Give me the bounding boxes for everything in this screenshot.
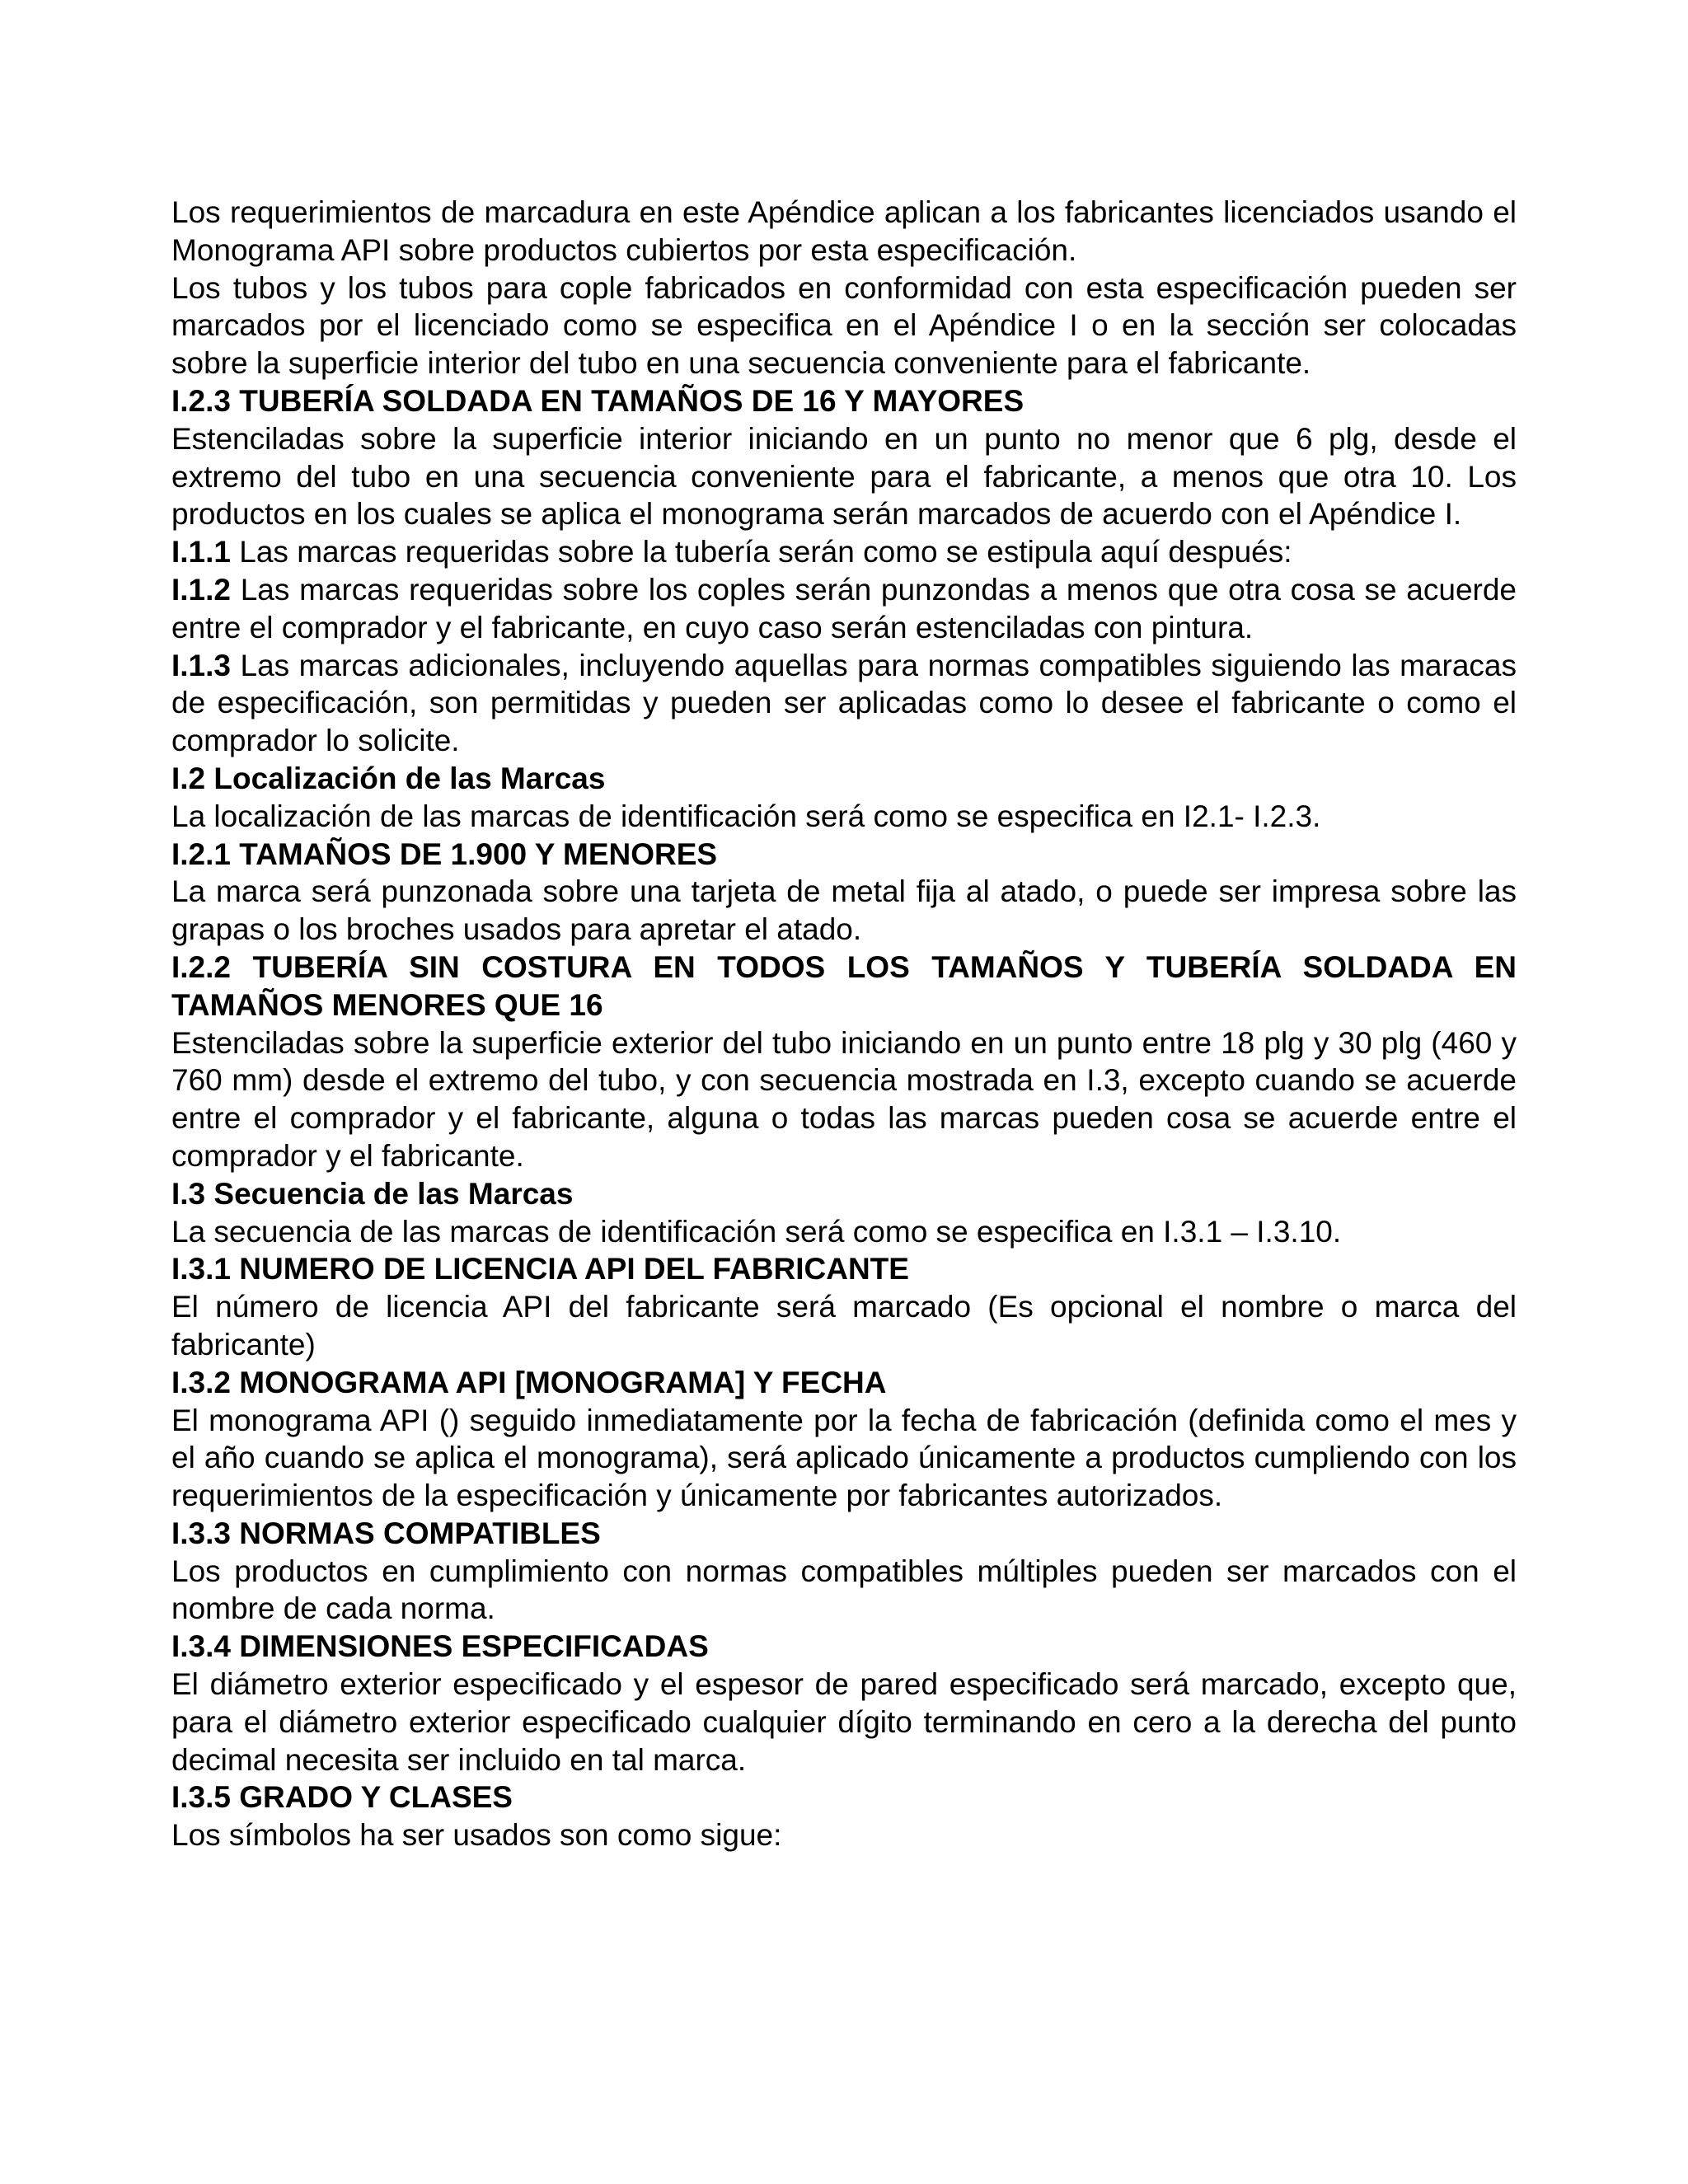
heading-i-3: I.3 Secuencia de las Marcas (171, 1176, 574, 1211)
heading-i-2: I.2 Localización de las Marcas (171, 761, 606, 795)
intro-paragraph: Los requerimientos de marcadura en este Apéndice aplican a los fabricantes licenciados usando el Monograma API sobre productos cubiertos por esta especificación. (171, 195, 1517, 267)
heading-i-2-3: I.2.3 TUBERÍA SOLDADA EN TAMAÑOS DE 16 Y MAYORES (171, 383, 1025, 418)
paragraph-i-2-2: Estenciladas sobre la superficie exterior del tubo iniciando en un punto entre 18 plg y 30 plg (460 y 760 mm) desde el extremo del tubo, y con secuencia mostrada en I.3, excepto cuando se acuerde entre el comprador y el fabricante, alguna o todas las marcas pueden cosa se acuerde entre el comprador y el fabricante. (171, 1025, 1517, 1173)
paragraph-i-3: La secuencia de las marcas de identificación será como se especifica en I.3.1 – I.3.10. (171, 1214, 1342, 1249)
clause-number: I.1.3 (171, 648, 231, 682)
clause-text: Las marcas adicionales, incluyendo aquellas para normas compatibles siguiendo las maracas de especificación, son permitidas y pueden ser aplicadas como lo desee el fabricante o como el comprador lo solicite. (171, 648, 1517, 758)
heading-i-3-4: I.3.4 DIMENSIONES ESPECIFICADAS (171, 1629, 709, 1664)
heading-i-3-1: I.3.1 NUMERO DE LICENCIA API DEL FABRICANTE (171, 1252, 909, 1286)
document-page (171, 194, 1517, 1854)
paragraph-i-3-4: El diámetro exterior especificado y el espesor de pared especificado será marcado, excepto que, para el diámetro exterior especificado cualquier dígito terminando en cero a la derecha del punto decimal necesita ser incluido en tal marca. (171, 1667, 1517, 1777)
heading-i-3-3: I.3.3 NORMAS COMPATIBLES (171, 1516, 601, 1550)
tubes-paragraph: Los tubos y los tubos para cople fabricados en conformidad con esta especificación pueden ser marcados por el licenciado como se especifica en el Apéndice I o en la sección ser colocadas sobre la superficie interior del tubo en una secuencia conveniente para el fabricante. (171, 270, 1517, 381)
paragraph-i-2-3: Estenciladas sobre la superficie interior iniciando en un punto no menor que 6 plg, desde el extremo del tubo en una secuencia conveniente para el fabricante, a menos que otra 10. Los productos en los cuales se aplica el monograma serán marcados de acuerdo con el Apéndice I. (171, 421, 1517, 532)
clause-i-1-2 (171, 571, 1517, 647)
clause-number: I.1.1 (171, 535, 231, 569)
paragraph-i-3-5: Los símbolos ha ser usados son como sigue: (171, 1818, 782, 1853)
clause-text: Las marcas requeridas sobre los coples serán punzondas a menos que otra cosa se acuerde entre el comprador y el fabricante, en cuyo caso serán estenciladas con pintura. (171, 572, 1517, 644)
paragraph-i-3-2: El monograma API () seguido inmediatamente por la fecha de fabricación (definida como el mes y el año cuando se aplica el monograma), será aplicado únicamente a productos cumpliendo con los requerimientos de la especificación y únicamente por fabricantes autorizados. (171, 1403, 1517, 1513)
paragraph-i-3-1: El número de licencia API del fabricante será marcado (Es opcional el nombre o marca del fabricante) (171, 1290, 1517, 1361)
paragraph-i-2-1: La marca será punzonada sobre una tarjeta de metal fija al atado, o puede ser impresa sobre las grapas o los broches usados para apretar el atado. (171, 874, 1517, 947)
paragraph-i-2: La localización de las marcas de identificación será como se especifica en I2.1- I.2.3. (171, 799, 1321, 833)
clause-i-1-1 (171, 533, 1517, 571)
clause-number: I.1.2 (171, 572, 231, 607)
paragraph-i-3-3: Los productos en cumplimiento con normas compatibles múltiples pueden ser marcados con el nombre de cada norma. (171, 1554, 1517, 1626)
clause-text: Las marcas requeridas sobre la tubería serán como se estipula aquí después: (231, 535, 1292, 569)
heading-i-2-1: I.2.1 TAMAÑOS DE 1.900 Y MENORES (171, 837, 718, 871)
clause-i-1-3 (171, 647, 1517, 760)
heading-i-3-5: I.3.5 GRADO Y CLASES (171, 1780, 513, 1815)
heading-i-3-2: I.3.2 MONOGRAMA API [MONOGRAMA] Y FECHA (171, 1365, 887, 1399)
heading-i-2-2: I.2.2 TUBERÍA SIN COSTURA EN TODOS LOS TAMAÑOS Y TUBERÍA SOLDADA EN TAMAÑOS MENORES QUE 16 (171, 949, 1517, 1022)
